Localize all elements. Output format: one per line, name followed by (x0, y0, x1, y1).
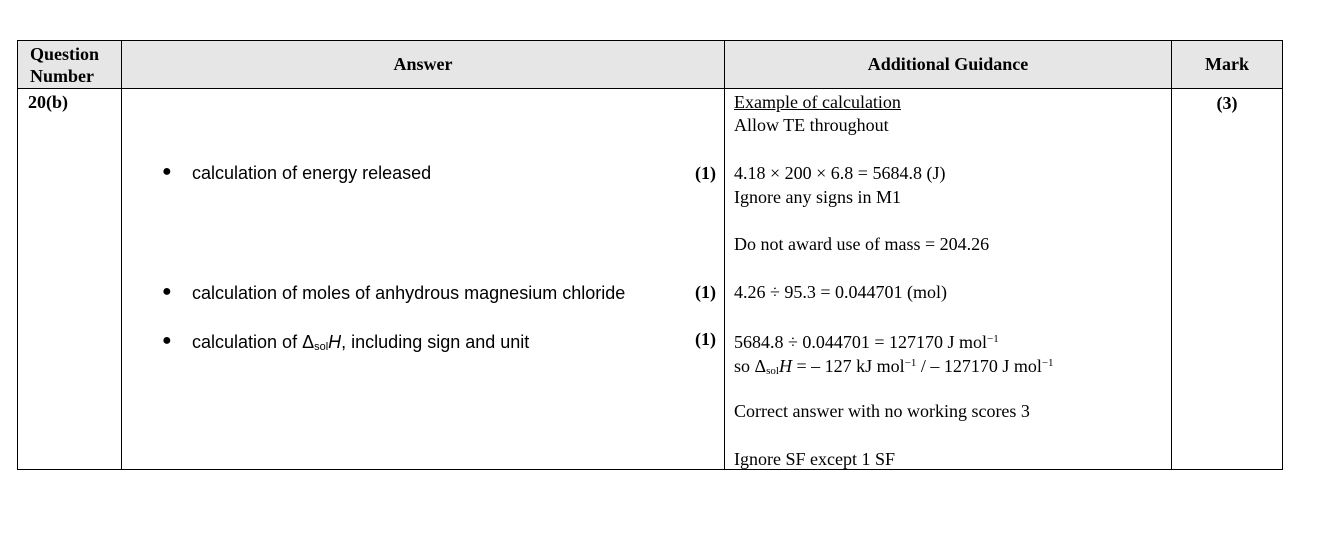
bullet-icon: ● (162, 163, 172, 180)
answer-mark: (1) (695, 163, 716, 183)
guidance-line: Allow TE throughout (734, 115, 889, 135)
example-heading: Example of calculation (734, 92, 901, 112)
guidance-line: Correct answer with no working scores 3 (734, 401, 1030, 421)
bullet-icon: ● (162, 332, 172, 349)
guidance-calc: 4.18 × 200 × 6.8 = 5684.8 (J) (734, 163, 946, 183)
answer-cell (122, 89, 725, 470)
guidance-cell (725, 89, 1172, 470)
header-row (18, 41, 1283, 89)
table-row (18, 89, 1283, 470)
answer-text: calculation of moles of anhydrous magnesium chloride (192, 283, 626, 303)
question-number: 20(b) (18, 89, 122, 470)
guidance-line: Ignore SF except 1 SF (734, 449, 895, 469)
guidance-line: Do not award use of mass = 204.26 (734, 234, 990, 254)
header-answer: Answer (122, 41, 725, 89)
header-mark: Mark (1172, 41, 1283, 89)
answer-mark: (1) (695, 282, 716, 302)
header-additional-guidance: Additional Guidance (725, 41, 1172, 89)
answer-text: calculation of energy released (192, 163, 432, 183)
bullet-icon: ● (162, 283, 172, 300)
answer-text: calculation of $\Delta_{sol}H$, including sign and unit (192, 332, 530, 353)
guidance-calc: 5684.8 ÷ 0.044701 = 127170 J mol$^{-1}$ (734, 332, 999, 352)
answer-mark: (1) (695, 329, 716, 349)
mark-total: (3) (1172, 89, 1283, 470)
guidance-calc: so $\Delta_{sol}H$ = – 127 kJ mol$^{-1}$ / – 127170 J mol$^{-1}$ (734, 356, 1054, 377)
header-question-number: Question Number (18, 41, 122, 89)
mark-scheme-table (17, 40, 1283, 470)
guidance-calc: 4.26 ÷ 95.3 = 0.044701 (mol) (734, 282, 948, 302)
guidance-line: Ignore any signs in M1 (734, 187, 901, 207)
